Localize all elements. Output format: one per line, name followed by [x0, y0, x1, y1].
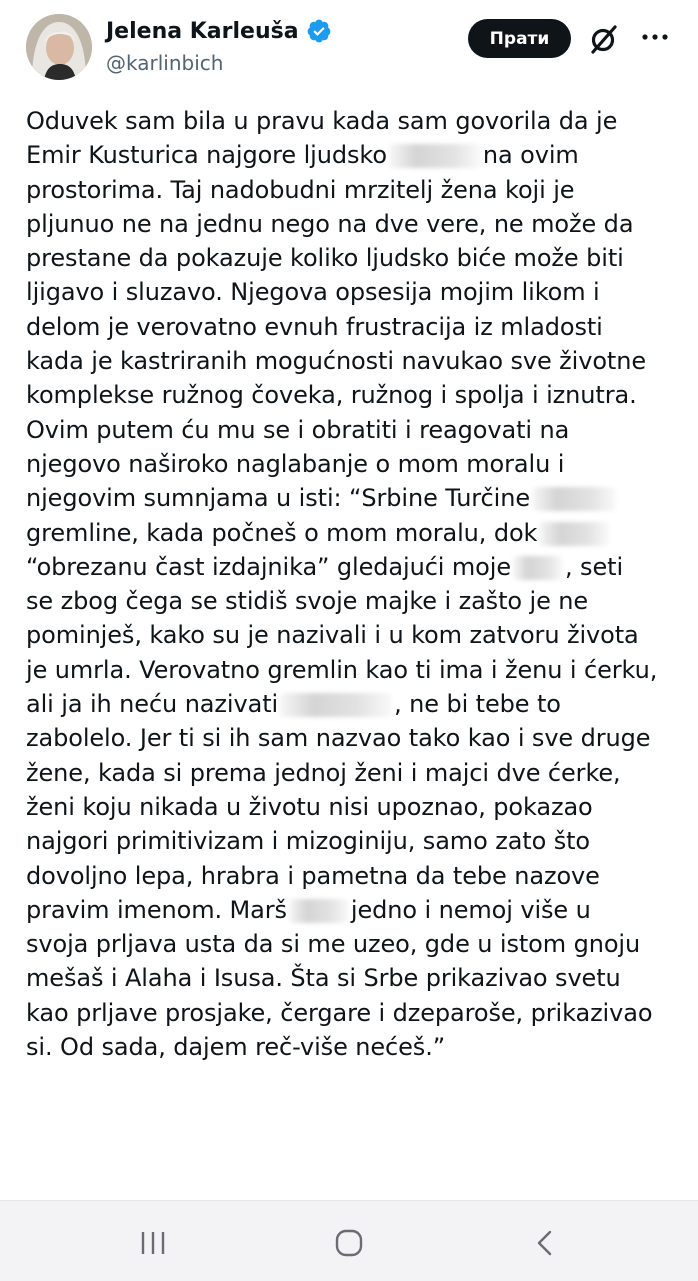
tweet-line: zabolelo. Jer ti si ih sam nazvao tako kao i sve druge — [26, 724, 651, 753]
tweet-line: “obrezanu čast izdajnika” gledajući moje , seti — [26, 552, 624, 581]
redacted-word — [513, 556, 563, 580]
recent-apps-icon[interactable] — [138, 1230, 168, 1256]
tweet-line: svoja prljava usta da si me uzeo, gde u istom gnoju — [26, 930, 641, 959]
tweet-text — [26, 104, 682, 1064]
tweet-line: pravim imenom. Marš jedno i nemoj više u — [26, 895, 591, 924]
tweet-line: dovoljno lepa, hrabra i pametna da tebe nazove — [26, 861, 600, 890]
tweet-line: je umrla. Verovatno gremlin kao ti ima i ženu i ćerku, — [26, 655, 658, 684]
follow-button[interactable]: Прати — [468, 19, 571, 58]
tweet-line: Ovim putem ću mu se i obratiti i reagovati na — [26, 415, 570, 444]
author-handle[interactable]: @karlinbich — [106, 51, 224, 75]
tweet-line: najgori primitivizam i mizoginiju, samo zato što — [26, 827, 591, 856]
tweet-line: ženi koju nikada u životu nisi upoznao, pokazao — [26, 792, 593, 821]
verified-badge-icon — [306, 18, 332, 44]
redacted-word — [539, 522, 609, 546]
tweet-line: pljunuo ne na jednu nego na dve vere, ne može da — [26, 209, 634, 238]
tweet-line: gremline, kada počneš o mom moralu, dok — [26, 516, 682, 550]
tweet-line: delom je verovatno evnuh frustracija iz mladosti — [26, 312, 603, 341]
home-icon[interactable] — [334, 1229, 364, 1257]
tweet-line: Oduvek sam bila u pravu kada sam govorila da je — [26, 107, 618, 135]
grok-icon[interactable] — [588, 23, 620, 55]
tweet-line: prostorima. Taj nadobudni mrzitelj žena koji je — [26, 175, 575, 204]
back-icon[interactable] — [534, 1229, 556, 1257]
avatar[interactable] — [26, 14, 92, 80]
tweet-header — [0, 0, 698, 100]
tweet-line: kada je kastriranih mogućnosti navukao sve životne — [26, 347, 647, 376]
tweet-line: ljigavo i sluzavo. Njegova opsesija mojim likom i — [26, 278, 600, 307]
tweet-line: Emir Kusturica najgore ljudsko na ovim — [26, 141, 579, 170]
redacted-word — [280, 693, 392, 717]
redacted-word — [289, 899, 349, 923]
tweet-line: ali ja ih neću nazivati , ne bi tebe to — [26, 690, 561, 719]
more-dots-icon[interactable] — [641, 30, 669, 44]
tweet-line: njegovim sumnjama u isti: “Srbine Turčine — [26, 481, 682, 515]
tweet-line: komplekse ružnog čoveka, ružnog i spolja i iznutra. — [26, 381, 637, 410]
redacted-word — [389, 144, 481, 168]
author-name[interactable]: Jelena Karleuša — [106, 18, 299, 44]
redacted-word — [532, 487, 616, 511]
avatar-image — [26, 14, 92, 80]
tweet-line: pominješ, kako su je nazivali i u kom zatvoru života — [26, 621, 639, 650]
author-name-row — [106, 18, 332, 44]
tweet-line: kao prljave prosjake, čergare i dzeparoše, prikazivao — [26, 998, 653, 1027]
tweet-line: prestane da pokazuje koliko ljudsko biće može biti — [26, 244, 624, 273]
tweet-line: žene, kada si prema jednoj ženi i majci dve ćerke, — [26, 758, 621, 787]
tweet-line: mešaš i Alaha i Isusa. Šta si Srbe prikazivao svetu — [26, 964, 621, 993]
tweet-line: njegovo naširoko naglabanje o mom moralu i — [26, 449, 565, 478]
system-navigation-bar — [0, 1200, 698, 1281]
tweet-line: si. Od sada, dajem reč-više nećeš.” — [26, 1033, 446, 1062]
tweet-line: se zbog čega se stidiš svoje majke i zašto je ne — [26, 587, 589, 616]
